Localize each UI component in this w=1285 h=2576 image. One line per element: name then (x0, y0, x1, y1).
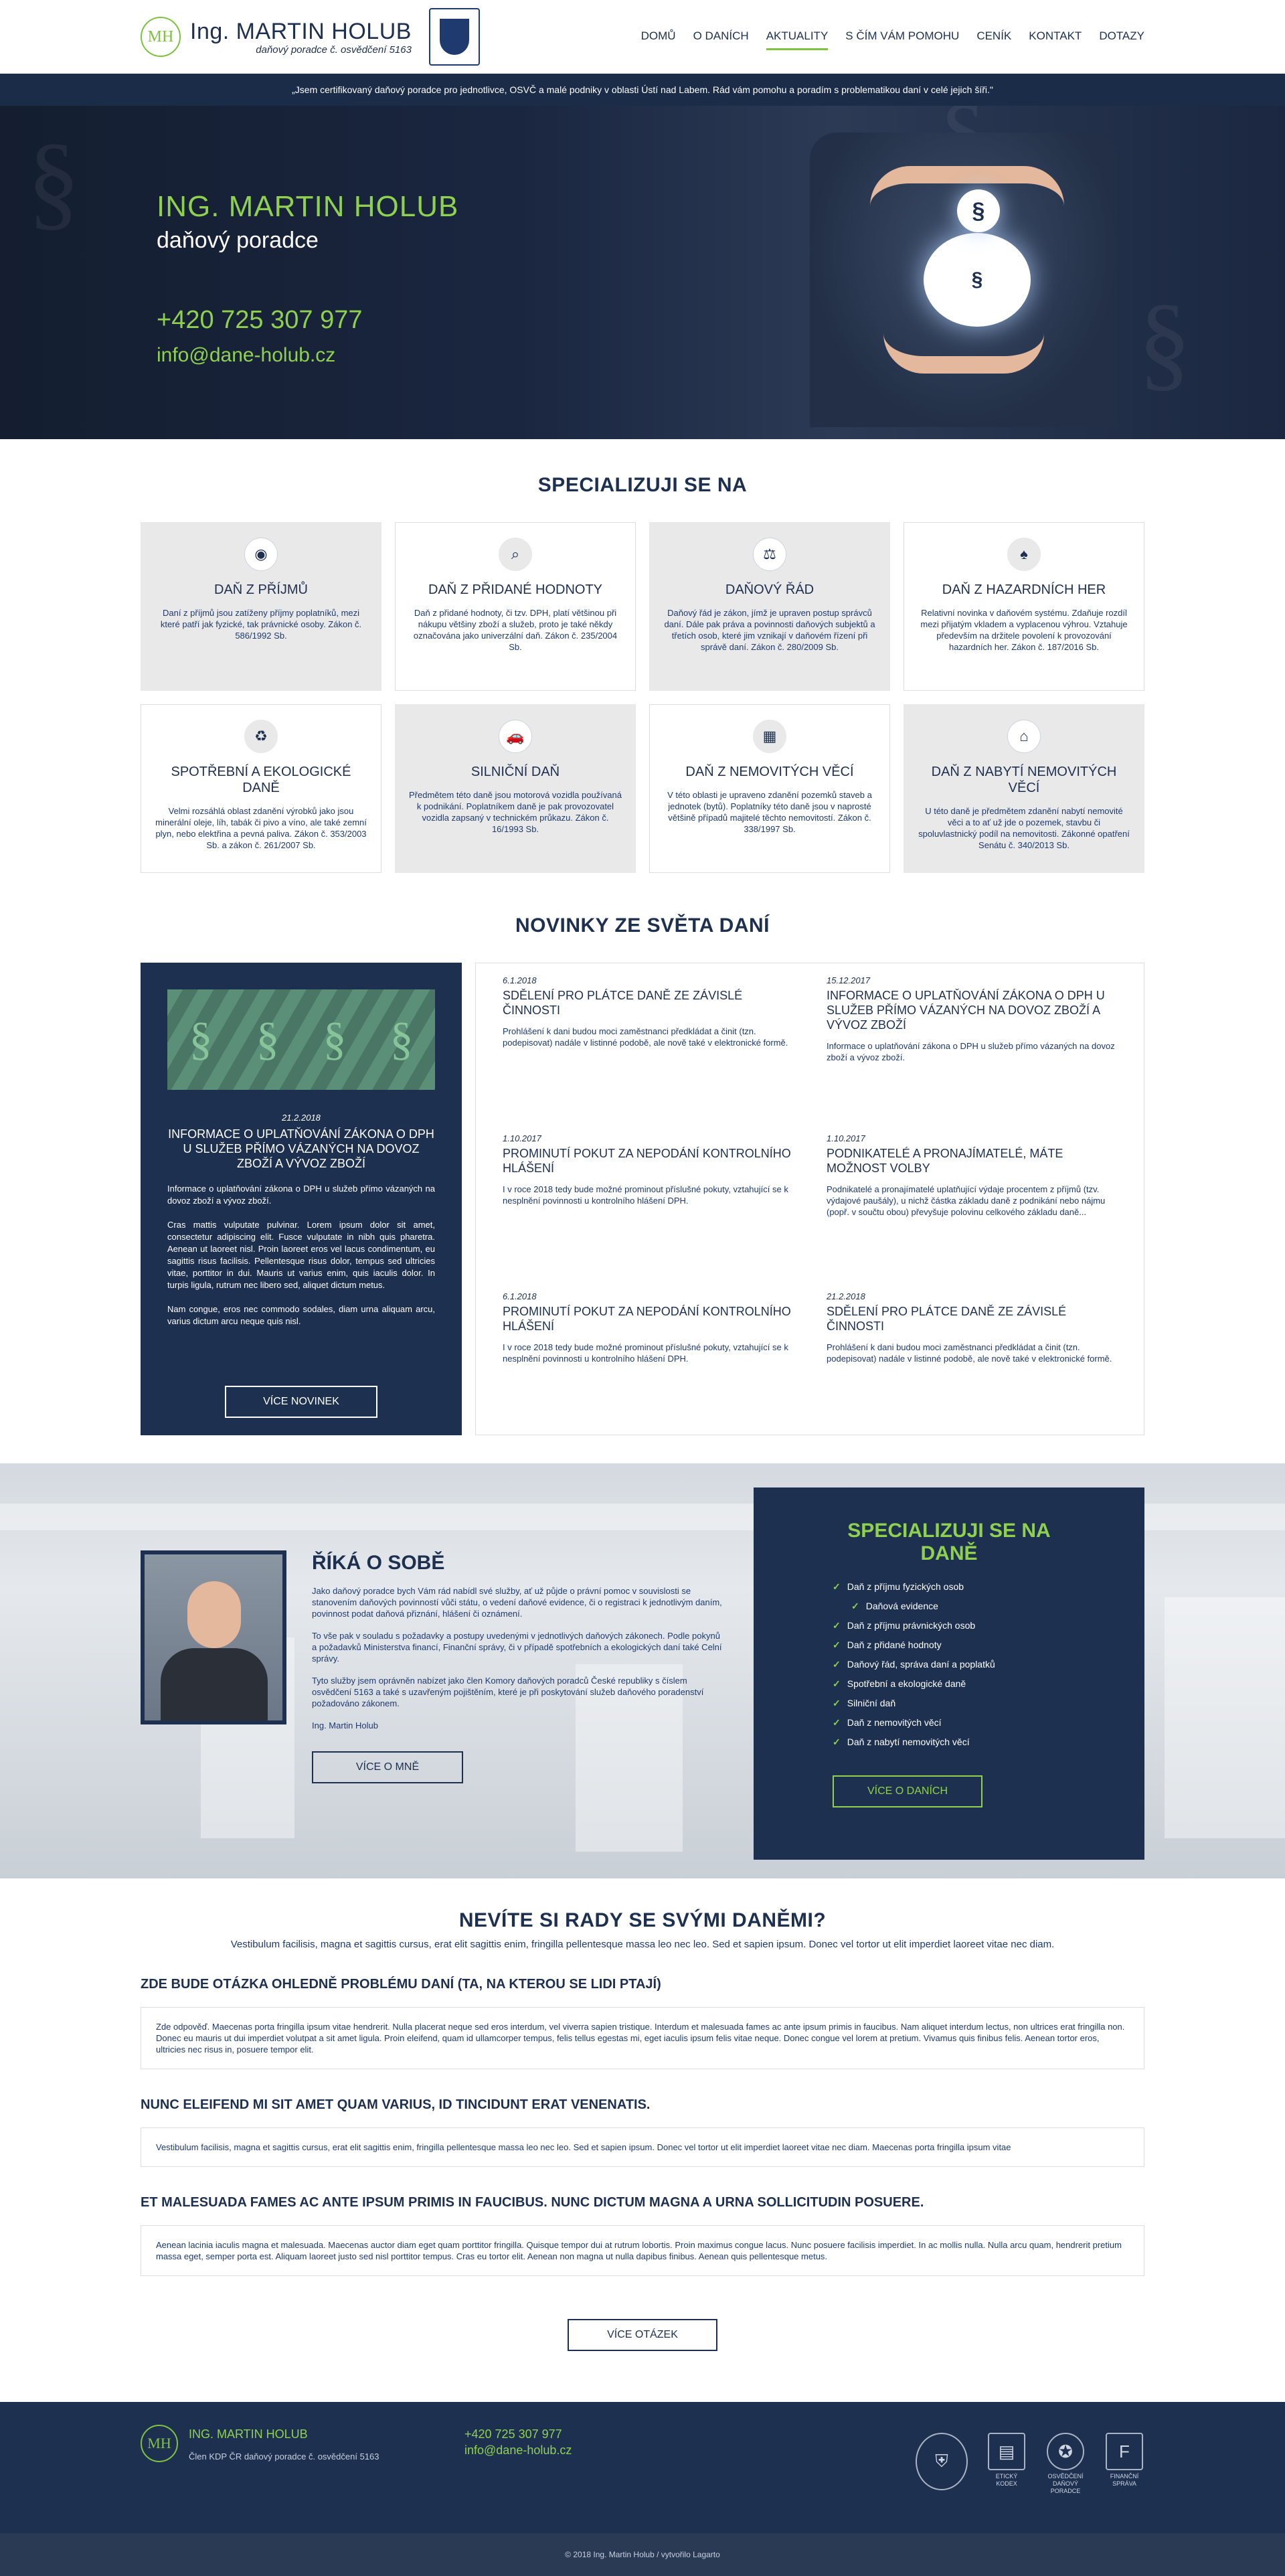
more-news-button[interactable]: VÍCE NOVINEK (225, 1386, 377, 1418)
partner-logo[interactable] (916, 2433, 968, 2493)
news-date: 21.2.2018 (827, 1291, 865, 1301)
about-paragraph: To vše pak v souladu s požadavky a postupy uvedenými v jednotlivých daňových zákonech. Podle pokynů a požadavků Ministerstva financí, Finanční správy, či v případě spotřebních a ekologických daní také Celní správy. (312, 1631, 722, 1664)
featured-article-image: § § § § (167, 989, 435, 1090)
news-title[interactable]: PODNIKATELÉ A PRONAJÍMATELÉ, MÁTE MOŽNOST VOLBY (827, 1147, 1063, 1175)
taxes-list-item (833, 1694, 1065, 1713)
check-icon: ✓ (833, 1737, 841, 1747)
about-signature: Ing. Martin Holub (312, 1720, 378, 1730)
about-paragraph: Tyto služby jsem oprávněn nabízet jako člen Komory daňových poradců České republiky s číslem osvědčení 5163 a také s uzavřeným pojištěním, které je při poskytování služeb daňového poradenství požadováno zákonem. (312, 1676, 704, 1708)
faq-question[interactable]: ZDE BUDE OTÁZKA OHLEDNĚ PROBLÉMU DANÍ (TA, NA KTEROU SE LIDI PTAJÍ) (141, 1977, 661, 1992)
taxes-list-label: Daň z nabytí nemovitých věcí (847, 1737, 970, 1747)
news-text: Informace o uplatňování zákona o DPH u služeb přímo vázaných na dovoz zboží a vývoz zboží. (827, 1041, 1115, 1062)
gavel-icon: ⚖ (753, 538, 786, 571)
specialization-card[interactable] (141, 704, 381, 873)
partner-logo[interactable] (1104, 2433, 1144, 2488)
check-icon: ✓ (833, 1678, 841, 1689)
taxes-list-label: Daňová evidence (865, 1601, 938, 1611)
taxes-list-label: Daň z příjmu fyzických osob (847, 1581, 964, 1592)
taxes-list-label: Daň z přidané hodnoty (847, 1639, 942, 1650)
partner-logo-label: OSVĚDČENÍ DAŇOVÝ PORADCE (1047, 2473, 1084, 2494)
faq-subtitle: Vestibulum facilisis, magna et sagittis cursus, erat elit sagittis enim, fringilla pellentesque massa leo nec leo. Sed et sapien ipsum. Donec vel tortor ut elit imperdiet laoreet vitae nec diam. (230, 1939, 1055, 1950)
taxes-list-label: Daň z nemovitých věcí (847, 1717, 942, 1728)
footer-subtitle: Člen KDP ČR daňový poradce č. osvědčení 5163 (189, 2451, 379, 2462)
news-text: Prohlášení k dani budou moci zaměstnanci předkládat a činit (tzn. podepisovat) nadále v listinné podobě, ale nově také v elektronické formě. (503, 1026, 788, 1048)
copyright-bar (0, 2533, 1285, 2576)
hero-image (770, 133, 1144, 427)
taxes-list (833, 1577, 1065, 1752)
faq-answer: Zde odpověď. Maecenas porta fringilla ipsum vitae hendrerit. Nulla placerat neque sed eros interdum, vel viverra sapien tristique. Interdum et malesuada fames ac ante ipsum primis in faucibus. Nam aliquet interdum lectus, non ultrices erat fringilla non. Donec eu mauris ut dui imperdiet volutpat a sit amet ligula. Proin eleifend, quam id ullamcorper tempus, felis tellus egestas mi, eget iaculis ipsum felis vitae neque. Donec congue vel lorem at pretium. Vivamus quis finibus felis. Aenean tortor eros, ultricies nec risus in, posuere tempor elit. (141, 2007, 1144, 2069)
quote-text: „Jsem certifikovaný daňový poradce pro jednotlivce, OSVČ a malé podniky v oblasti Ústí nad Labem. Rád vám pomohu a poradím s problematikou daní v celé jejich šíři." (292, 84, 993, 95)
specialization-name: DAŇ Z NABYTÍ NEMOVITÝCH VĚCÍ (931, 764, 1117, 795)
check-icon: ✓ (833, 1659, 841, 1670)
nav-link-4[interactable]: CENÍK (976, 29, 1012, 42)
news-item[interactable] (503, 1133, 793, 1291)
taxes-list-label: Daň z příjmu právnických osob (847, 1620, 976, 1631)
house-hand-icon: ⌂ (1007, 720, 1041, 753)
nav-link-6[interactable]: DOTAZY (1099, 29, 1144, 42)
site-header (0, 0, 1285, 74)
specialization-section (0, 439, 1285, 873)
check-icon: ✓ (851, 1601, 859, 1611)
specialization-card[interactable] (649, 522, 890, 691)
finance-f-icon: F (1106, 2433, 1143, 2470)
news-section (0, 873, 1285, 1435)
check-icon: ✓ (833, 1717, 841, 1728)
taxes-list-item (833, 1597, 1065, 1616)
hero-role: daňový poradce (157, 228, 319, 253)
specialization-description: Velmi rozsáhlá oblast zdanění výrobků jako jsou minerální oleje, líh, tabák či pivo a víno, ale také zemní plyn, nebo elektřina a pevná paliva. Zákon č. 353/2003 Sb. a zákon č. 261/2007 Sb. (155, 806, 367, 850)
brand-name: Ing. MARTIN HOLUB (190, 18, 412, 44)
car-icon: 🚗 (499, 720, 532, 753)
specialization-description: Relativní novinka v daňovém systému. Zdaňuje rozdíl mezi přijatým vkladem a vyplacenou výhrou. Vztahuje především na držitele povolení k provozování hazardních her. Zákon č. 187/2016 Sb. (920, 608, 1128, 652)
specialization-grid (141, 522, 1144, 873)
featured-article-date: 21.2.2018 (282, 1113, 321, 1123)
faq-section (0, 1878, 1285, 2351)
taxes-list-label: Spotřební a ekologické daně (847, 1678, 966, 1689)
news-date: 6.1.2018 (503, 1291, 537, 1301)
money-bag-icon: ◉ (244, 538, 278, 571)
taxes-list-item (833, 1655, 1065, 1674)
more-questions-button[interactable]: VÍCE OTÁZEK (568, 2319, 717, 2351)
specialization-name: DAŇOVÝ ŘÁD (725, 582, 815, 597)
specialization-name: DAŇ Z PŘIDANÉ HODNOTY (428, 582, 603, 597)
specialization-card[interactable] (395, 522, 636, 691)
faq-question[interactable]: NUNC ELEIFEND MI SIT AMET QUAM VARIUS, ID TINCIDUNT ERAT VENENATIS. (141, 2097, 651, 2112)
faq-list (141, 1977, 1144, 2276)
about-paragraph: Jako daňový poradce bych Vám rád nabídl své služby, ať už půjde o právní pomoc v souvislosti se stanovením daňových povinností vůči státu, o vedení daňové evidence, či o registraci k jednotlivým daním, povinnost podat daňová přiznání, hlášení či oznámení. (312, 1586, 722, 1619)
copyright-text: © 2018 Ing. Martin Holub / vytvořilo Lagarto (565, 2550, 720, 2559)
taxes-list-item (833, 1577, 1065, 1597)
nav-link-0[interactable]: DOMŮ (640, 29, 676, 42)
taxes-list-label: Daňový řád, správa daní a poplatků (847, 1659, 995, 1670)
footer-email-link[interactable]: info@dane-holub.cz (464, 2443, 572, 2457)
footer-name: ING. MARTIN HOLUB (189, 2427, 308, 2441)
portrait-photo (141, 1550, 286, 1724)
news-title[interactable]: PROMINUTÍ POKUT ZA NEPODÁNÍ KONTROLNÍHO HLÁŠENÍ (503, 1305, 791, 1333)
faq-answer: Vestibulum facilisis, magna et sagittis cursus, erat elit sagittis enim, fringilla pellentesque massa leo nec leo. Sed et sapien ipsum. Donec vel tortor ut elit imperdiet laoreet vitae nec diam. Maecenas porta fringilla ipsum vitae (141, 2127, 1144, 2167)
specialization-card[interactable] (395, 704, 636, 873)
news-item[interactable] (827, 1133, 1117, 1291)
specialization-name: DAŇ Z NEMOVITÝCH VĚCÍ (685, 764, 854, 779)
specialization-card[interactable] (649, 704, 890, 873)
news-item[interactable] (503, 1291, 793, 1449)
news-date: 6.1.2018 (503, 975, 537, 985)
specialization-name: DAŇ Z PŘÍJMŮ (214, 582, 308, 597)
hero-banner: § § ING. MARTIN HOLUB daňový poradce +420 725 307 977 info@dane-holub.cz § § (0, 106, 1285, 439)
specialization-description: Daní z příjmů jsou zatíženy příjmy poplatníků, mezi které patří jak fyzické, tak právnické osoby. Zákon č. 586/1992 Sb. (160, 608, 362, 641)
main-nav (624, 24, 1144, 50)
specialization-description: Daň z přidané hodnoty, či tzv. DPH, platí většinou při nákupu většiny zboží a služeb, proto je také někdy označována jako univerzální daň. Zákon č. 235/2004 Sb. (413, 608, 618, 652)
nav-link-1[interactable]: O DANÍCH (693, 29, 749, 42)
brand[interactable] (141, 8, 480, 66)
piggy-bank-icon: § (924, 233, 1031, 327)
taxes-list-item (833, 1635, 1065, 1655)
taxes-list-item (833, 1713, 1065, 1733)
seal-icon: ✪ (1047, 2433, 1084, 2470)
taxes-box (754, 1487, 1144, 1860)
partner-logo-label: ETICKÝ KODEX (995, 2473, 1018, 2487)
cards-icon: ♠ (1007, 538, 1041, 571)
paragraph-coin-icon: § (957, 189, 1000, 232)
specialization-card[interactable] (141, 522, 381, 691)
partner-logo[interactable] (1045, 2433, 1086, 2495)
specialization-description: U této daně je předmětem zdanění nabytí nemovité věci a to ať už jde o pozemek, stavbu či spoluvlastnický podíl na nemovitosti. Zákonné opatření Senátu č. 340/2013 Sb. (918, 806, 1130, 850)
news-date: 15.12.2017 (827, 975, 871, 985)
featured-article-text: Cras mattis vulputate pulvinar. Lorem ipsum dolor sit amet, consectetur adipiscing elit. Fusce vulputate in nibh quis pharetra. Aenean ut laoreet nisl. Proin laoreet eros vel lacus condimentum, eu sagittis risus facilisis. Pellentesque risus dolor, tempus sed ultricies vitae, porttitor in dui. Mauris ut varius enim, quis iaculis dolor. In turpis ligula, rutrum nec libero sed, aliquet dictum metus. (167, 1220, 435, 1290)
search-tax-icon: ⌕ (499, 538, 532, 571)
specialization-name: SPOTŘEBNÍ A EKOLOGICKÉ DANĚ (171, 764, 351, 795)
news-date: 1.10.2017 (503, 1133, 541, 1143)
news-date: 1.10.2017 (827, 1133, 865, 1143)
check-icon: ✓ (833, 1639, 841, 1650)
check-icon: ✓ (833, 1581, 841, 1592)
building-icon: ▦ (753, 720, 786, 753)
news-text: I v roce 2018 tedy bude možné prominout příslušné pokuty, vztahující se k nesplnění povinnosti u kontrolního hlášení DPH. (503, 1342, 788, 1364)
hero-phone-link[interactable]: +420 725 307 977 (157, 306, 363, 334)
more-taxes-button[interactable]: VÍCE O DANÍCH (833, 1775, 982, 1807)
komora-logo-icon (429, 8, 480, 66)
komora-shield-icon: ⛨ (916, 2433, 968, 2490)
partner-logo[interactable] (987, 2433, 1027, 2488)
news-item[interactable] (827, 1291, 1117, 1449)
news-text: Podnikatelé a pronajímatelé uplatňující výdaje procentem z příjmů (tzv. výdajové paušály), u nichž částka základu daně z podnikání nebo nájmu (popř. v součtu obou) převyšuje polovinu celkového základu daně... (827, 1184, 1106, 1217)
news-item[interactable] (827, 975, 1117, 1133)
specialization-description: Daňový řád je zákon, jímž je upraven postup správců daní. Dále pak práva a povinnosti daňových subjektů a třetích osob, které jim vznikají v daňovém řízení při správě daní. Zákon č. 280/2009 Sb. (664, 608, 875, 652)
taxes-box-title: SPECIALIZUJI SE NA DANĚ (847, 1520, 1051, 1564)
news-text: I v roce 2018 tedy bude možné prominout příslušné pokuty, vztahující se k nesplnění povinnosti u kontrolního hlášení DPH. (503, 1184, 788, 1206)
taxes-list-label: Silniční daň (847, 1698, 896, 1708)
specialization-name: SILNIČNÍ DAŇ (470, 764, 560, 779)
taxes-list-item (833, 1733, 1065, 1752)
footer-mh-logo-icon: MH (141, 2425, 178, 2462)
specialization-name: DAŇ Z HAZARDNÍCH HER (942, 582, 1106, 597)
specialization-card[interactable] (904, 704, 1144, 873)
news-title[interactable]: SDĚLENÍ PRO PLÁTCE DANĚ ZE ZÁVISLÉ ČINNOSTI (827, 1305, 1067, 1333)
about-section (0, 1463, 1285, 1878)
news-item[interactable] (503, 975, 793, 1133)
hero-email-link[interactable]: info@dane-holub.cz (157, 344, 336, 366)
more-about-button[interactable]: VÍCE O MNĚ (312, 1751, 463, 1783)
news-title[interactable]: INFORMACE O UPLATŇOVÁNÍ ZÁKONA O DPH U SLUŽEB PŘÍMO VÁZANÝCH NA DOVOZ ZBOŽÍ A VÝVOZ ZBOŽÍ (827, 989, 1105, 1032)
nav-link-5[interactable]: KONTAKT (1029, 29, 1082, 42)
footer-phone-link[interactable]: +420 725 307 977 (464, 2427, 562, 2441)
partner-logo-label: FINANČNÍ SPRÁVA (1110, 2473, 1139, 2487)
featured-article-text: Informace o uplatňování zákona o DPH u služeb přímo vázaných na dovoz zboží a vývoz zboží. (167, 1184, 435, 1206)
taxes-list-item (833, 1616, 1065, 1635)
taxes-list-item (833, 1674, 1065, 1694)
about-title: ŘÍKÁ O SOBĚ (312, 1552, 445, 1574)
specialization-description: Předmětem této daně jsou motorová vozidla používaná k podnikání. Poplatníkem daně je pak provozovatel vozidla zapsaný v technickém průkazu. Zákon č. 16/1993 Sb. (409, 790, 622, 834)
nav-link-3[interactable]: S ČÍM VÁM POMOHU (845, 29, 960, 42)
faq-answer: Aenean lacinia iaculis magna et malesuada. Maecenas auctor diam eget quam porttitor fringilla. Quisque tempor dui at rutrum lobortis. Proin maximus congue lacus. Nunc posuere facilisis imperdiet. In ac mollis nulla. Nulla arcu quam, hendrerit pretium massa eget, semper porta est. Aliquam laoreet justo sed nisl porttitor tempus. Cras eu tortor elit. Aenean non magna ut nulla dapibus finibus. Aenean quis pellentesque metus. (141, 2225, 1144, 2276)
news-title[interactable]: PROMINUTÍ POKUT ZA NEPODÁNÍ KONTROLNÍHO HLÁŠENÍ (503, 1147, 791, 1175)
hero-name: ING. MARTIN HOLUB (157, 190, 459, 223)
nav-link-2[interactable]: AKTUALITY (766, 24, 829, 50)
news-list (475, 963, 1144, 1435)
faq-title: NEVÍTE SI RADY SE SVÝMI DANĚMI? (458, 1909, 827, 1931)
quote-strip (0, 74, 1285, 106)
mh-logo-icon: MH (141, 17, 181, 57)
check-icon: ✓ (833, 1620, 841, 1631)
news-title: NOVINKY ZE SVĚTA DANÍ (515, 914, 770, 937)
partner-logos (897, 2433, 1144, 2495)
news-title[interactable]: SDĚLENÍ PRO PLÁTCE DANĚ ZE ZÁVISLÉ ČINNOSTI (503, 989, 743, 1017)
featured-article-title[interactable]: INFORMACE O UPLATŇOVÁNÍ ZÁKONA O DPH U SLUŽEB PŘÍMO VÁZANÝCH NA DOVOZ ZBOŽÍ A VÝVOZ ZBOŽÍ (168, 1127, 434, 1170)
document-icon: ▤ (988, 2433, 1025, 2470)
specialization-title: SPECIALIZUJI SE NA (537, 474, 748, 496)
check-icon: ✓ (833, 1698, 841, 1708)
faq-question[interactable]: ET MALESUADA FAMES AC ANTE IPSUM PRIMIS IN FAUCIBUS. NUNC DICTUM MAGNA A URNA SOLLICITUDIN POSUERE. (141, 2195, 924, 2210)
site-footer (0, 2402, 1285, 2533)
brand-subtitle: daňový poradce č. osvědčení 5163 (256, 44, 412, 56)
specialization-card[interactable] (904, 522, 1144, 691)
specialization-description: V této oblasti je upraveno zdanění pozemků staveb a jednotek (bytů). Poplatníky této daně jsou v naprosté většině případů majitelé těchto nemovitostí. Zákon č. 338/1997 Sb. (667, 790, 872, 834)
news-text: Prohlášení k dani budou moci zaměstnanci předkládat a činit (tzn. podepisovat) nadále v listinné podobě, ale nově také v elektronické formě. (827, 1342, 1112, 1364)
featured-article[interactable] (141, 963, 462, 1435)
featured-article-text: Nam congue, eros nec commodo sodales, diam urna aliquam arcu, varius dictum arcu neque quis nisl. (167, 1304, 435, 1326)
recycle-icon: ♻ (244, 720, 278, 753)
